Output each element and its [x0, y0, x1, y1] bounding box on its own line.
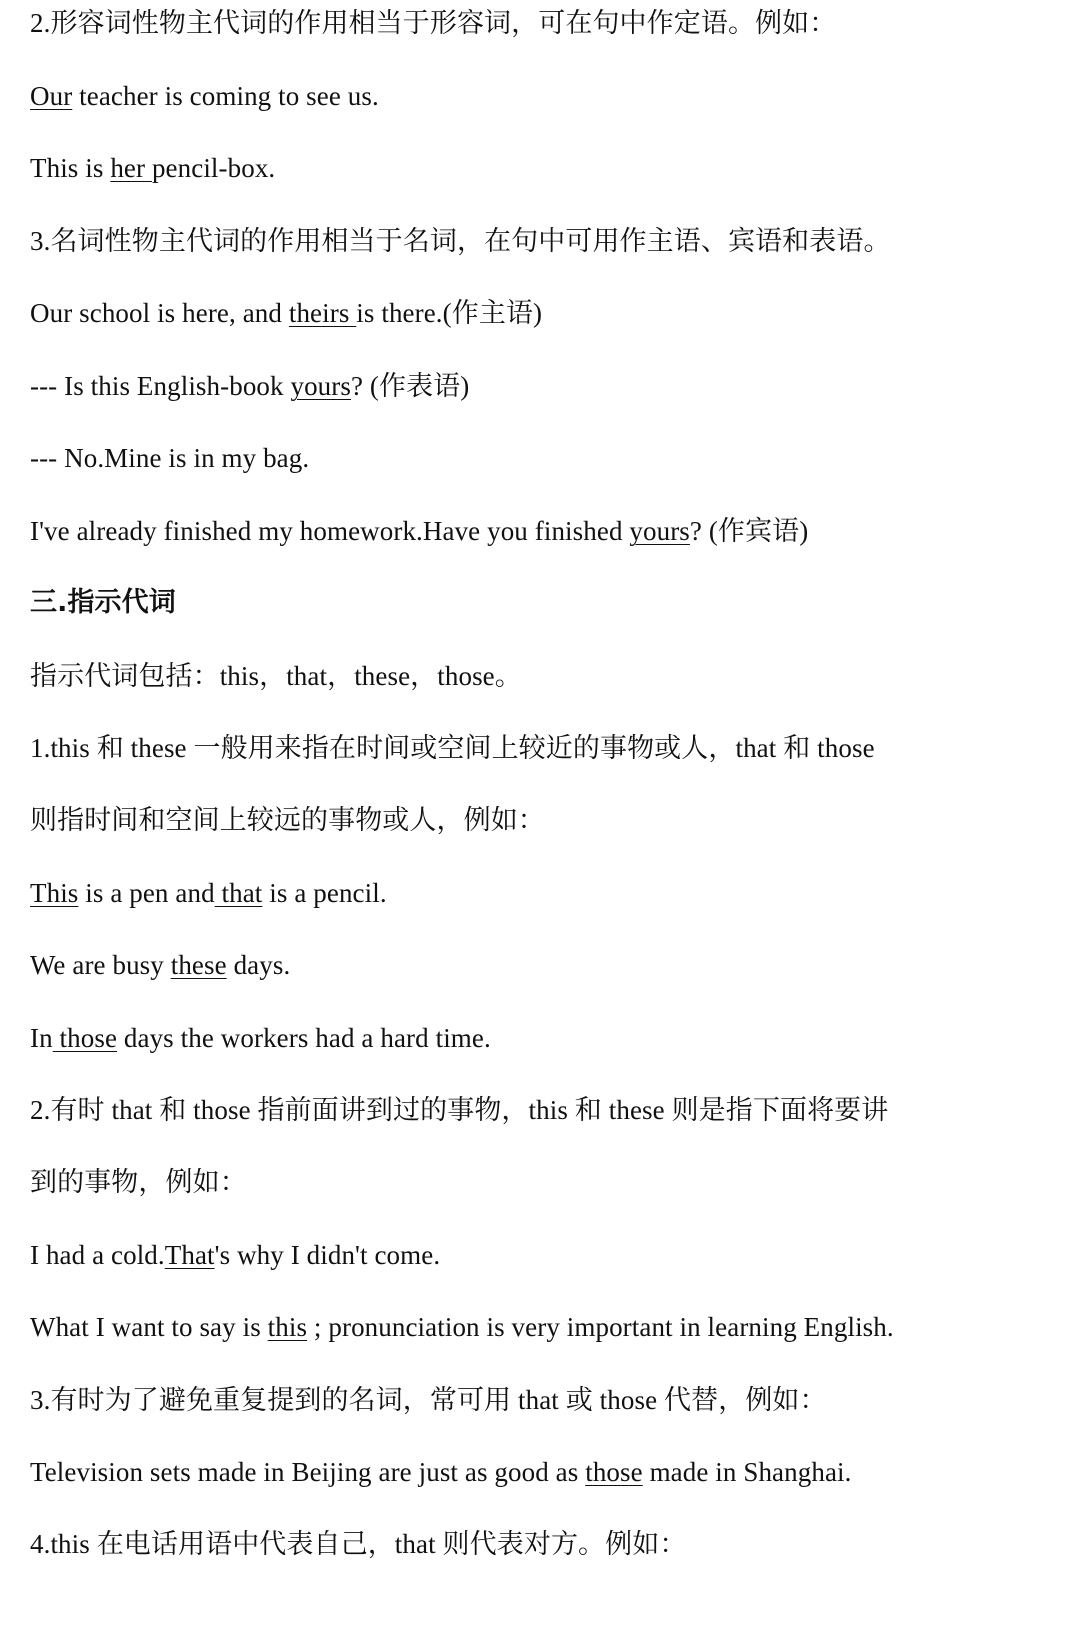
text-segment: In: [30, 1023, 53, 1053]
text-segment: is a pencil.: [262, 878, 387, 908]
text-line: [30, 876, 387, 910]
text-line: [30, 1383, 827, 1417]
text-segment: --- Is this English-book: [30, 371, 291, 401]
underlined-word: This: [30, 878, 79, 908]
text-segment: teacher is coming to see us.: [72, 81, 379, 111]
text-line: [30, 369, 469, 403]
underlined-word: these: [170, 950, 227, 980]
text-line: [30, 1455, 851, 1489]
text-line: [30, 514, 808, 548]
underlined-word: yours: [290, 371, 351, 401]
text-segment: 2.有时 that 和 those 指前面讲到过的事物，this 和 these 则是指下面将要讲: [30, 1095, 889, 1125]
text-line: [30, 948, 290, 982]
text-segment: 指示代词包括：this，that，these，those。: [30, 661, 522, 691]
text-segment: 到的事物，例如：: [30, 1167, 247, 1197]
text-segment: pencil-box.: [151, 153, 276, 183]
text-segment: I had a cold.: [30, 1240, 165, 1270]
text-line: [30, 1238, 440, 1272]
text-segment: made in Shanghai.: [642, 1457, 852, 1487]
text-segment: 4.this 在电话用语中代表自己，that 则代表对方。例如：: [30, 1529, 687, 1559]
text-line: [30, 1021, 491, 1055]
underlined-word: those: [585, 1457, 643, 1487]
underlined-word: yours: [629, 516, 690, 546]
text-segment: 1.this 和 these 一般用来指在时间或空间上较近的事物或人，that 和 those: [30, 733, 875, 763]
text-line: [30, 151, 275, 185]
text-segment: ? (作表语): [350, 371, 470, 401]
text-segment: --- No.Mine is in my bag.: [30, 443, 310, 473]
text-line: [30, 1310, 894, 1344]
text-segment: What I want to say is: [30, 1312, 268, 1342]
underlined-word: theirs: [288, 298, 357, 328]
text-segment: 3.名词性物主代词的作用相当于名词，在句中可用作主语、宾语和表语。: [30, 226, 891, 256]
underlined-word: that: [214, 878, 263, 908]
section-heading: [30, 586, 176, 620]
text-line: [30, 224, 891, 258]
text-line: [30, 1093, 888, 1127]
text-segment: We are busy: [30, 950, 171, 980]
text-line: [30, 296, 542, 330]
text-segment: Television sets made in Beijing are just as good as: [30, 1457, 586, 1487]
text-line: [30, 441, 309, 475]
text-segment: Our school is here, and: [30, 298, 289, 328]
text-segment: ; pronunciation is very important in learning English.: [307, 1312, 894, 1342]
text-line: [30, 659, 522, 693]
text-segment: 2.形容词性物主代词的作用相当于形容词，可在句中作定语。例如：: [30, 8, 837, 38]
text-segment: 则指时间和空间上较远的事物或人，例如：: [30, 805, 545, 835]
text-segment: 's why I didn't come.: [214, 1240, 441, 1270]
text-line: [30, 79, 379, 113]
text-line: [30, 803, 545, 837]
text-line: [30, 1165, 247, 1199]
text-line: [30, 6, 836, 40]
underlined-word: her: [110, 153, 152, 183]
text-segment: days.: [226, 950, 291, 980]
text-line: [30, 731, 875, 765]
text-segment: This is: [30, 153, 111, 183]
underlined-word: this: [267, 1312, 308, 1342]
text-segment: ? (作宾语): [689, 516, 809, 546]
text-segment: is a pen and: [78, 878, 215, 908]
text-segment: days the workers had a hard time.: [117, 1023, 491, 1053]
text-segment: I've already finished my homework.Have you finished: [30, 516, 630, 546]
text-line: [30, 1527, 686, 1561]
text-segment: is there.(作主语): [356, 298, 543, 328]
underlined-word: That: [164, 1240, 215, 1270]
underlined-word: those: [52, 1023, 118, 1053]
underlined-word: Our: [30, 81, 73, 111]
text-segment: 三.指示代词: [30, 587, 176, 618]
text-segment: 3.有时为了避免重复提到的名词，常可用 that 或 those 代替，例如：: [30, 1385, 827, 1415]
